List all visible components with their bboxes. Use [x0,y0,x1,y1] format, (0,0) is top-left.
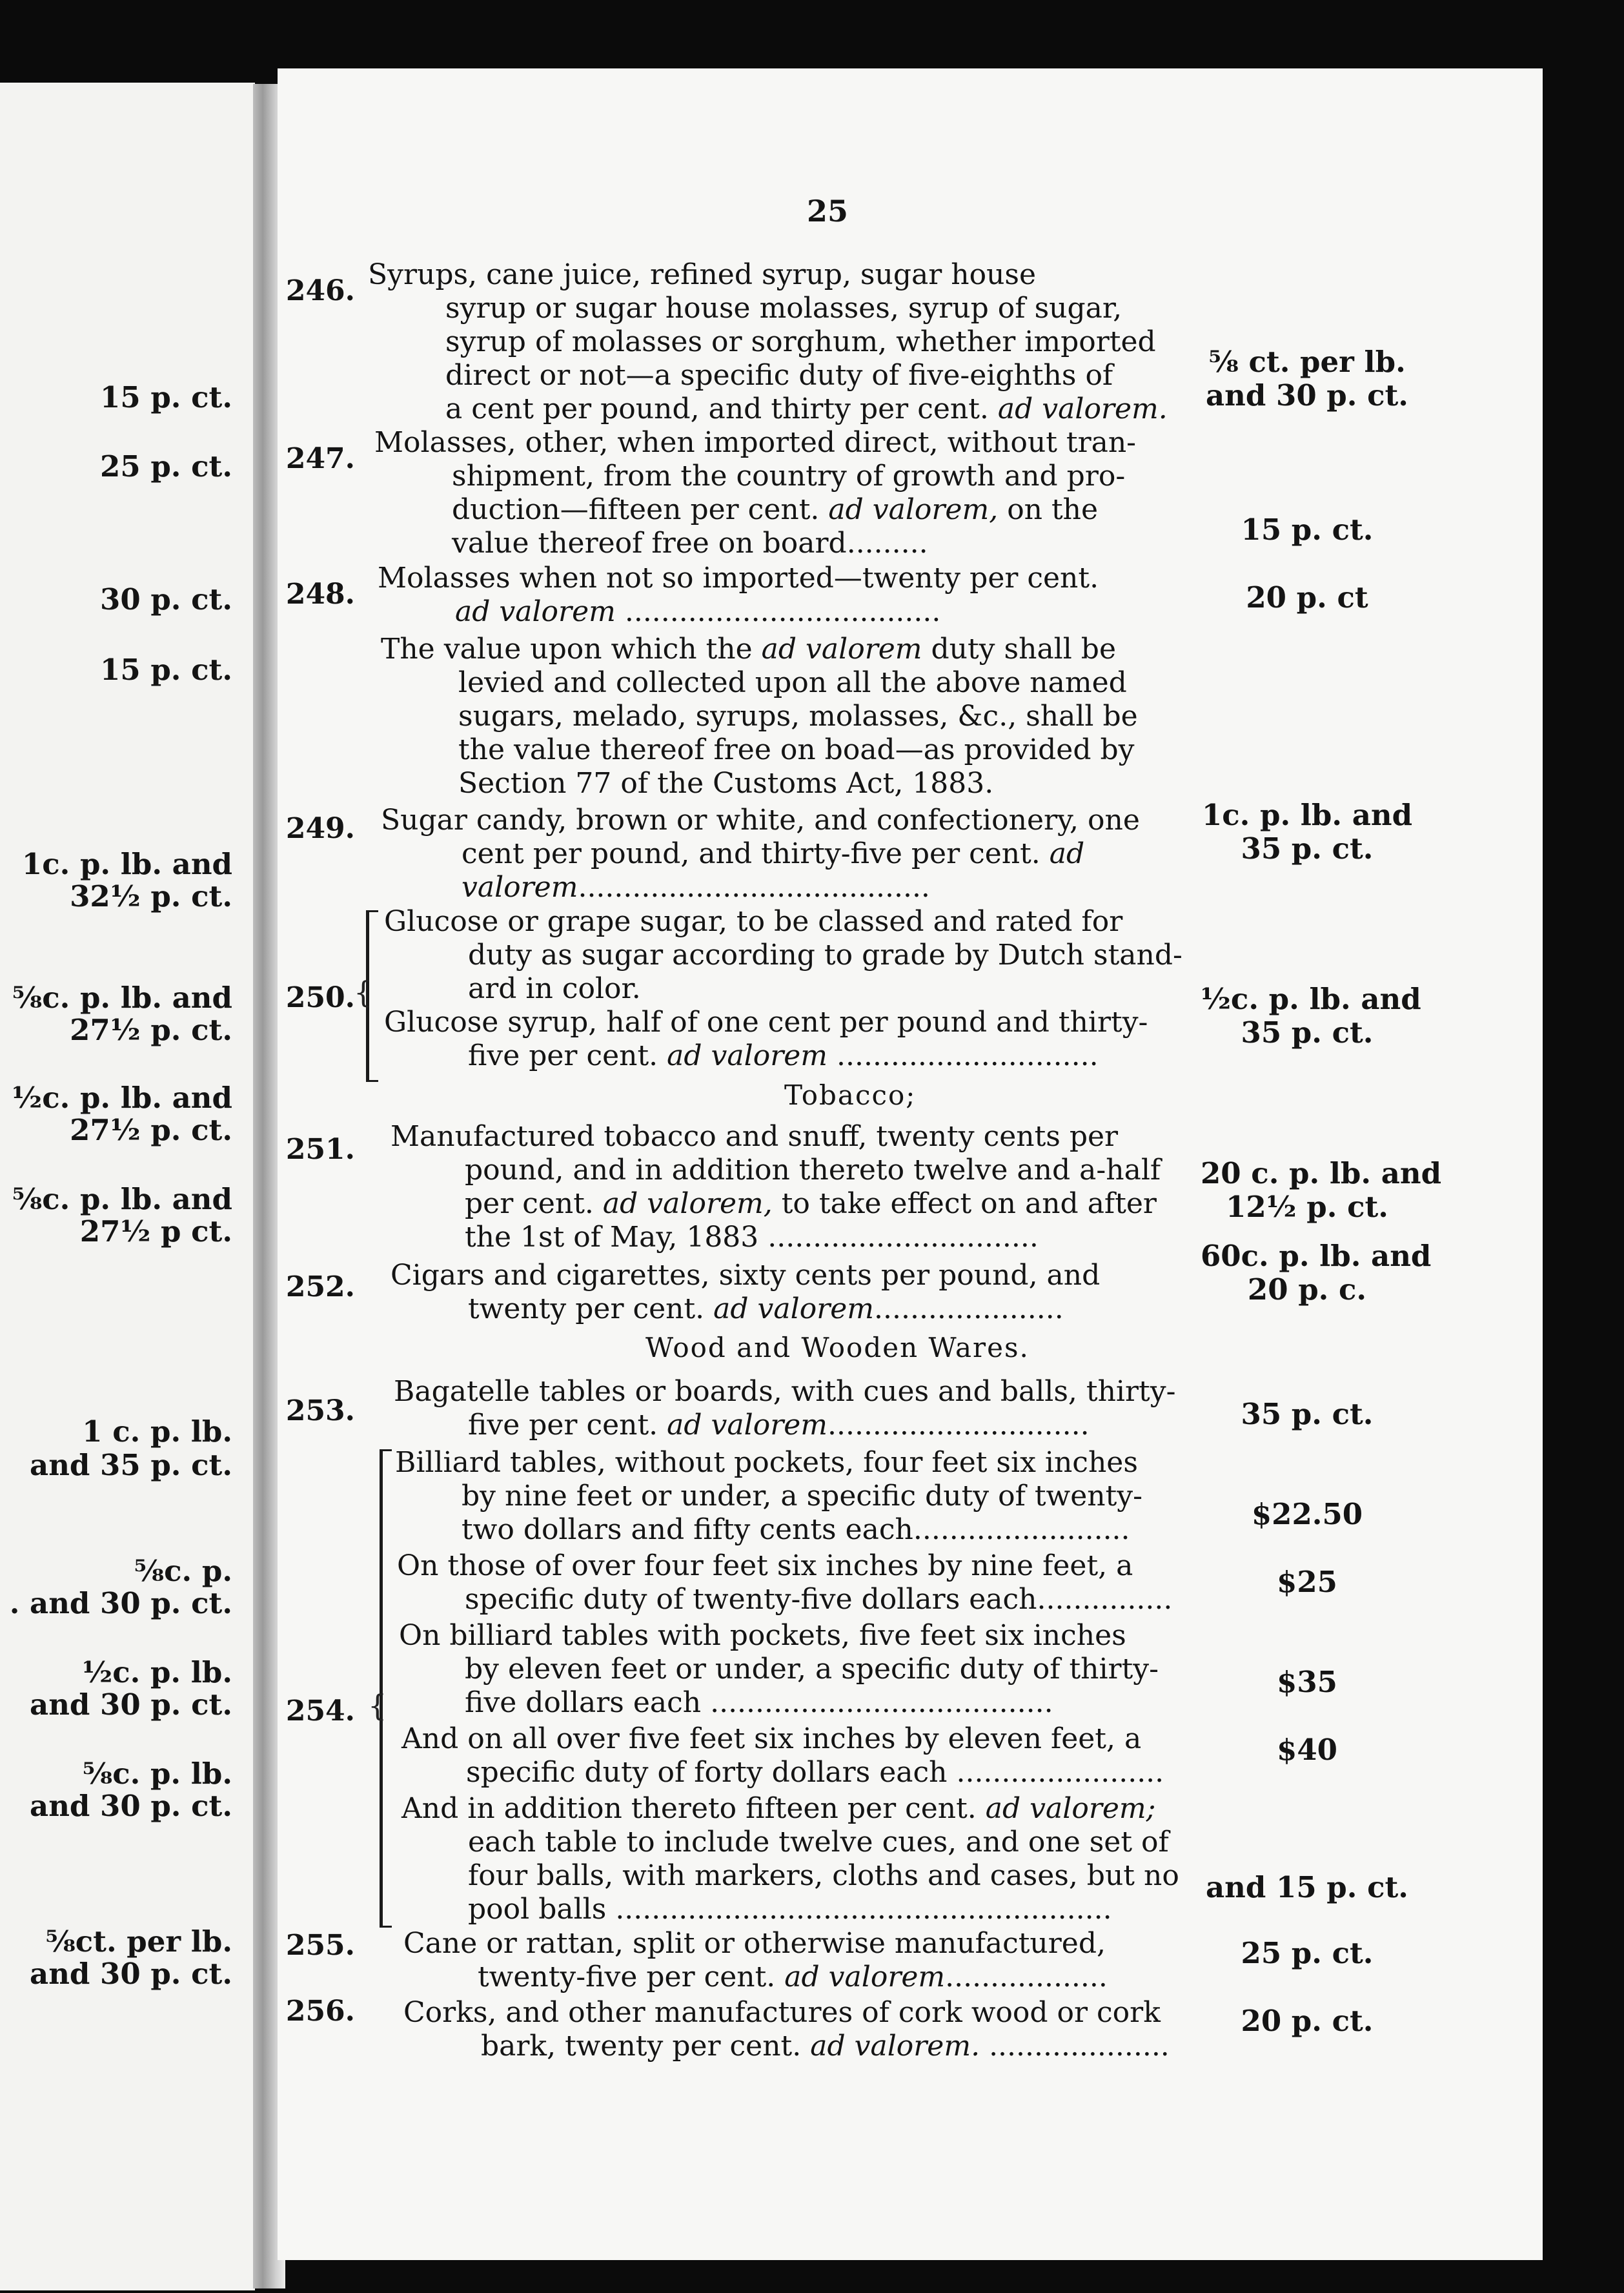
text-line [468,1409,1090,1442]
latin-term: ad valorem, [828,493,999,526]
text-line [468,1292,1064,1326]
right-rate: 35 p. ct. [1241,831,1374,866]
left-rate: 15 p. ct. [100,653,232,687]
leader-dots: ................................... [624,595,941,628]
text-line: And on all over five feet six inches by eleven feet, a [401,1722,1142,1755]
text: twenty-five per cent. [478,1961,776,1993]
right-rate: 15 p. ct. [1241,513,1374,547]
left-rate: 27½ p. ct. [70,1013,232,1047]
left-rate: ⅝c. p. [134,1554,232,1588]
left-rate: and 35 p. ct. [30,1448,232,1482]
left-rate: ½c. p. lb. and [12,1081,232,1115]
item-number: 252. [285,1270,355,1303]
latin-term: ad valorem. [810,2030,980,2063]
latin-term: ad valorem [667,1039,827,1072]
text-line: sugars, melado, syrups, molasses, &c., shall be [458,700,1138,733]
item-number: 251. [285,1133,355,1166]
text: twenty per cent. [468,1292,705,1325]
text-line: specific duty of twenty-five dollars each............... [465,1583,1173,1616]
right-rate: 35 p. ct. [1241,1397,1374,1431]
left-rate: 27½ p ct. [79,1214,232,1248]
item-number: 246. [285,274,355,307]
text: The value upon which the [381,633,753,666]
right-rate: 20 p. ct [1246,580,1368,615]
text-line: levied and collected upon all the above named [458,666,1127,699]
latin-term: ad valorem. [997,392,1168,425]
section-heading-tobacco: Tobacco; [784,1079,917,1111]
leader-dots: .................... [989,2030,1170,2063]
item-number: 247. [285,442,355,475]
text-line: the 1st of May, 1883 .............................. [465,1221,1039,1254]
text-line: Sugar candy, brown or white, and confectionery, one [381,804,1140,837]
right-rate: $40 [1277,1733,1337,1767]
text-line [462,871,930,904]
text-line [462,837,1084,871]
text-line [445,392,1168,426]
text-line [478,1961,1108,1994]
latin-term: ad [1049,837,1085,870]
text-line: Glucose or grape sugar, to be classed and rated for [384,905,1123,938]
leader-dots: ............................. [827,1409,1090,1442]
left-rate: ⅝ct. per lb. [45,1924,232,1959]
leader-dots: ............................. [837,1039,1099,1072]
latin-term: valorem [462,871,578,904]
latin-term: ad valorem [761,633,922,666]
right-rate: 20 c. p. lb. and [1201,1156,1442,1190]
text-line: Manufactured tobacco and snuff, twenty cents per [391,1120,1119,1153]
text-line: ard in color. [468,972,641,1005]
left-rate: and 30 p. ct. [30,1687,232,1722]
text-line [465,1187,1157,1221]
right-rate: 20 p. c. [1247,1272,1367,1307]
text-line: Molasses, other, when imported direct, without tran- [374,426,1137,459]
right-rate: $25 [1277,1565,1337,1599]
item-number: 253. [285,1394,355,1427]
section-heading-wood: Wood and Wooden Wares. [645,1332,1030,1363]
text: bark, twenty per cent. [481,2030,802,2063]
scan-edge [1543,58,1624,2293]
text-line: four balls, with markers, cloths and cases, but no [468,1859,1179,1892]
text-line: Syrups, cane juice, refined syrup, sugar house [368,258,1037,291]
text: And in addition thereto fifteen per cent. [401,1792,977,1825]
text-line: Molasses when not so imported—twenty per cent. [378,562,1099,595]
left-rate: 32½ p. ct. [70,879,232,913]
text-line: by eleven feet or under, a specific duty of thirty- [465,1653,1159,1686]
text-line [481,2030,1170,2063]
left-rate: ⅝c. p. lb. [82,1757,232,1791]
left-rate: . and 30 p. ct. [9,1586,232,1620]
latin-term: ad valorem [784,1961,946,1993]
left-rate: ⅝c. p. lb. and [12,1182,232,1216]
left-rate: 15 p. ct. [100,380,232,414]
latin-term: ad valorem [713,1292,875,1325]
text-line: On those of over four feet six inches by nine feet, a [397,1549,1133,1582]
left-rate: and 30 p. ct. [30,1957,232,1991]
left-rate: 1 c. p. lb. [82,1414,232,1449]
text-line: two dollars and fifty cents each........................ [462,1513,1130,1546]
text-line: syrup of molasses or sorghum, whether imported [445,325,1156,358]
latin-term: ad valorem, [602,1187,773,1220]
text-line: syrup or sugar house molasses, syrup of sugar, [445,292,1122,325]
leader-dots: ..................... [874,1292,1064,1325]
text-line [455,595,940,629]
text-line [452,493,1098,527]
right-rate: 35 p. ct. [1241,1015,1374,1050]
right-rate: $22.50 [1251,1497,1363,1531]
text-line [468,1039,1099,1073]
text: to take effect on and after [781,1187,1157,1220]
text-line: shipment, from the country of growth and pro- [452,460,1126,493]
text-line [401,1792,1155,1826]
right-rate: 1c. p. lb. and [1201,798,1413,832]
text-line: by nine feet or under, a specific duty of twenty- [462,1480,1142,1513]
left-rate: 27½ p. ct. [70,1113,232,1147]
text-line: each table to include twelve cues, and one set of [468,1826,1169,1859]
text: a cent per pound, and thirty per cent. [445,392,989,425]
left-rate: ½c. p. lb. [82,1655,232,1689]
text: on the [1007,493,1099,526]
text-line: Bagatelle tables or boards, with cues and balls, thirty- [394,1375,1176,1408]
left-rate: 30 p. ct. [100,582,232,617]
right-rate: ½c. p. lb. and [1201,982,1421,1016]
text-line: Cane or rattan, split or otherwise manufactured, [403,1927,1106,1960]
text: five per cent. [468,1409,658,1442]
text-line: Billiard tables, without pockets, four feet six inches [395,1446,1138,1479]
latin-term: ad valorem [455,595,616,628]
text: five per cent. [468,1039,658,1072]
latin-term: ad valorem [667,1409,827,1442]
text-line: pool balls ....................................................... [468,1893,1112,1926]
page-number: 25 [807,194,849,229]
item-number: 254. [285,1695,355,1727]
left-rate: 25 p. ct. [100,449,232,484]
left-rate: and 30 p. ct. [30,1789,232,1823]
latin-term: ad valorem; [985,1792,1156,1825]
right-rate: 25 p. ct. [1241,1936,1374,1970]
right-rate: and 15 p. ct. [1206,1870,1408,1904]
text-line: specific duty of forty dollars each ....................... [466,1756,1164,1789]
text-line: Glucose syrup, half of one cent per pound and thirty- [384,1006,1148,1039]
text-line: Corks, and other manufactures of cork wood or cork [403,1996,1161,2029]
text-line: pound, and in addition thereto twelve and a-half [465,1154,1161,1187]
item-number: 250. [285,981,355,1014]
right-rate: $35 [1277,1665,1337,1699]
text: duty shall be [931,633,1117,666]
text-line: Section 77 of the Customs Act, 1883. [458,767,994,800]
item-number: 255. [285,1929,355,1962]
text-line: On billiard tables with pockets, five feet six inches [399,1619,1126,1652]
text-line: direct or not—a specific duty of five-eighths of [445,359,1113,392]
brace-250-mark: { [354,975,373,1010]
right-rate: 20 p. ct. [1241,2004,1374,2038]
text: cent per pound, and thirty-five per cent. [462,837,1040,870]
right-rate: 12½ p. ct. [1226,1190,1388,1224]
text: duction—fifteen per cent. [452,493,820,526]
item-number: 248. [285,578,355,611]
leader-dots: .................. [945,1961,1108,1993]
leader-dots: ....................................... [578,871,930,904]
item-number: 256. [285,1995,355,2028]
left-rate: ⅝c. p. lb. and [12,981,232,1015]
brace-254-mark: { [368,1688,387,1723]
text: per cent. [465,1187,594,1220]
right-rate: and 30 p. ct. [1206,378,1408,413]
right-rate: 60c. p. lb. and [1201,1239,1432,1273]
right-rate: ⅝ ct. per lb. [1208,345,1406,379]
text-line: the value thereof free on boad—as provided by [458,733,1135,766]
text-line [381,633,1116,666]
text-line: duty as sugar according to grade by Dutch stand- [468,939,1182,972]
left-rate: 1c. p. lb. and [21,847,232,881]
text-line: Cigars and cigarettes, sixty cents per pound, and [391,1259,1101,1292]
text-line: value thereof free on board......... [452,527,928,560]
text-line: five dollars each ...................................... [465,1686,1053,1719]
item-number: 249. [285,812,355,845]
